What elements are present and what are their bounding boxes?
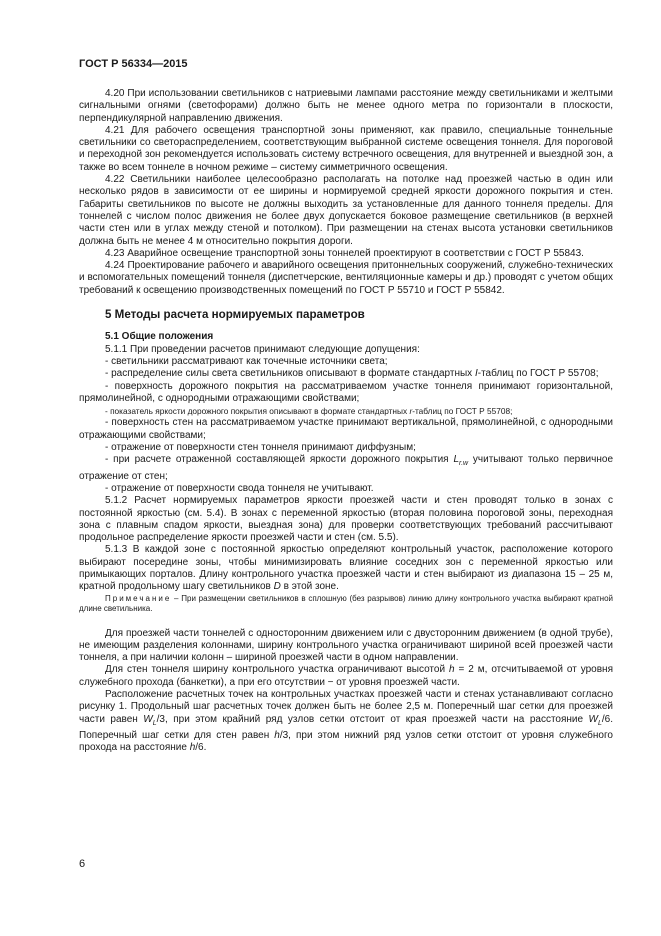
section-title: 5 Методы расчета нормируемых параметров <box>105 308 365 322</box>
list-item: - распределение силы света светильников описывают в формате стандартных I-таблиц по ГОСТ Р 55708; <box>105 368 599 380</box>
note: Примечание – При размещении светильников в сплошную (без разрывов) линию длину контрольного участка выбирают кратной длине светильника. <box>79 593 613 614</box>
paragraph-4-21: 4.21 Для рабочего освещения транспортной зоны применяют, как правило, специальные тоннельные светильники со светораспределением, соответствующим выбранной системе освещения тоннеля. Для пороговой и переходной зон рекомендуется использовать систему встречного освещения, для внутренней и выездной зон, а также во всем тоннеле в ночном режиме – систему симметричного освещения. <box>79 124 613 173</box>
list-item: - отражение от поверхности стен тоннеля принимают диффузным; <box>105 442 416 454</box>
document-body <box>79 88 613 755</box>
page-number: 6 <box>79 858 86 870</box>
paragraph-road-width: Для проезжей части тоннелей с односторонним движением или с двусторонним движением (в одной трубе), не имеющим разделения колоннами, ширину контрольного участка ограничивают шириной всей проезжей части тоннеля, а при наличии колонн – шириной проезжей части в одном направлении. <box>79 627 613 664</box>
list-item: - светильники рассматривают как точечные источники света; <box>105 355 388 367</box>
paragraph-4-24: 4.24 Проектирование рабочего и аварийного освещения притоннельных сооружений, служебно-технических и вспомогательных помещений тоннеля (диспетчерские, вентиляционные камеры и др.) проводят с учетом общих требований к освещению производственных помещений по ГОСТ Р 55710 и ГОСТ Р 55842. <box>79 260 613 296</box>
list-item: - отражение от поверхности свода тоннеля не учитывают. <box>105 482 374 494</box>
paragraph-wall-width: Для стен тоннеля ширину контрольного участка ограничивают высотой h = 2 м, отсчитываемой от уровня служебного прохода (банкетки), а при его отсутствии − от уровня проезжей части. <box>79 664 613 688</box>
list-item: - поверхность дорожного покрытия на рассматриваемом участке тоннеля принимают горизонтальной, прямолинейной, с однородными отражающими свойствами; <box>79 380 613 404</box>
paragraph-4-22: 4.22 Светильники наиболее целесообразно располагать на потолке над проезжей частью в один или несколько рядов в зависимости от ее ширины и нормируемой средней яркости дорожного покрытия и стен. Габариты светильников по высоте не должны выходить за установленные для данного тоннеля пределы. Для тоннелей с числом полос движения не более двух допускается боковое размещение светильников (в верхней части стен или в углах между стеной и потолком). При размещении на стенах высота установки светильников должна быть не менее 4 м относительно покрытия дороги. <box>79 174 613 247</box>
paragraph-calc-points: Расположение расчетных точек на контрольных участках проезжей части и стенах устанавливают согласно рисунку 1. Продольный шаг расчетных точек должен быть не более 2,5 м. Поперечный шаг сетки для проезжей части равен $W_L/3$, при этом крайний ряд узлов сетки отстоит от края проезжей части на расстояние $W_L/6$. Поперечный шаг сетки для стен равен h/3, при этом нижний ряд узлов сетки отстоит от уровня служебного прохода на расстояние h/6. <box>79 689 614 754</box>
paragraph-4-20: 4.20 При использовании светильников с натриевыми лампами расстояние между светильниками и желтыми сигнальными огнями (светофорами) должно быть не менее одного метра по горизонтали в плоскости, перпендикулярной направлению движения. <box>79 88 613 124</box>
subsection-title: 5.1 Общие положения <box>105 331 214 343</box>
paragraph-5-1-3: 5.1.3 В каждой зоне с постоянной яркостью определяют контрольный участок, расположение которого выбирают посередине зоны, чтобы минимизировать влияние соседних зон с переменной яркостью или примыкающих порталов. Длину контрольного участка проезжей части и стен выбирают из диапазона 15 – 25 м, кратной продольному шагу светильников D в этой зоне. <box>79 544 613 593</box>
document-header: ГОСТ Р 56334—2015 <box>79 58 188 70</box>
paragraph-5-1-1: 5.1.1 При проведении расчетов принимают следующие допущения: <box>105 343 420 355</box>
list-item: - при расчете отраженной составляющей яркости дорожного покрытия $L_{r.w}$ учитывают только первичное отражение от стен; <box>79 454 614 482</box>
list-item: - поверхность стен на рассматриваемом участке принимают вертикальной, прямолинейной, с однородными отражающими свойствами; <box>79 417 613 441</box>
note-label: Примечание <box>105 593 172 603</box>
list-item: - показатель яркости дорожного покрытия описывают в формате стандартных r-таблиц по ГОСТ Р 55708; <box>105 406 513 417</box>
paragraph-4-23: 4.23 Аварийное освещение транспортной зоны тоннелей проектируют в соответствии с ГОСТ Р 55843. <box>105 247 584 259</box>
paragraph-5-1-2: 5.1.2 Расчет нормируемых параметров яркости проезжей части и стен проводят только в зонах с постоянной яркостью (см. 5.4). В зонах с переменной яркостью (вторая половина пороговой зоны, переходная зона с плавным спадом яркости, выездная зона) для проверки соответствующих требований рассчитывают продольное распределение яркости проезжей части и стен (см. 5.5). <box>79 495 613 544</box>
